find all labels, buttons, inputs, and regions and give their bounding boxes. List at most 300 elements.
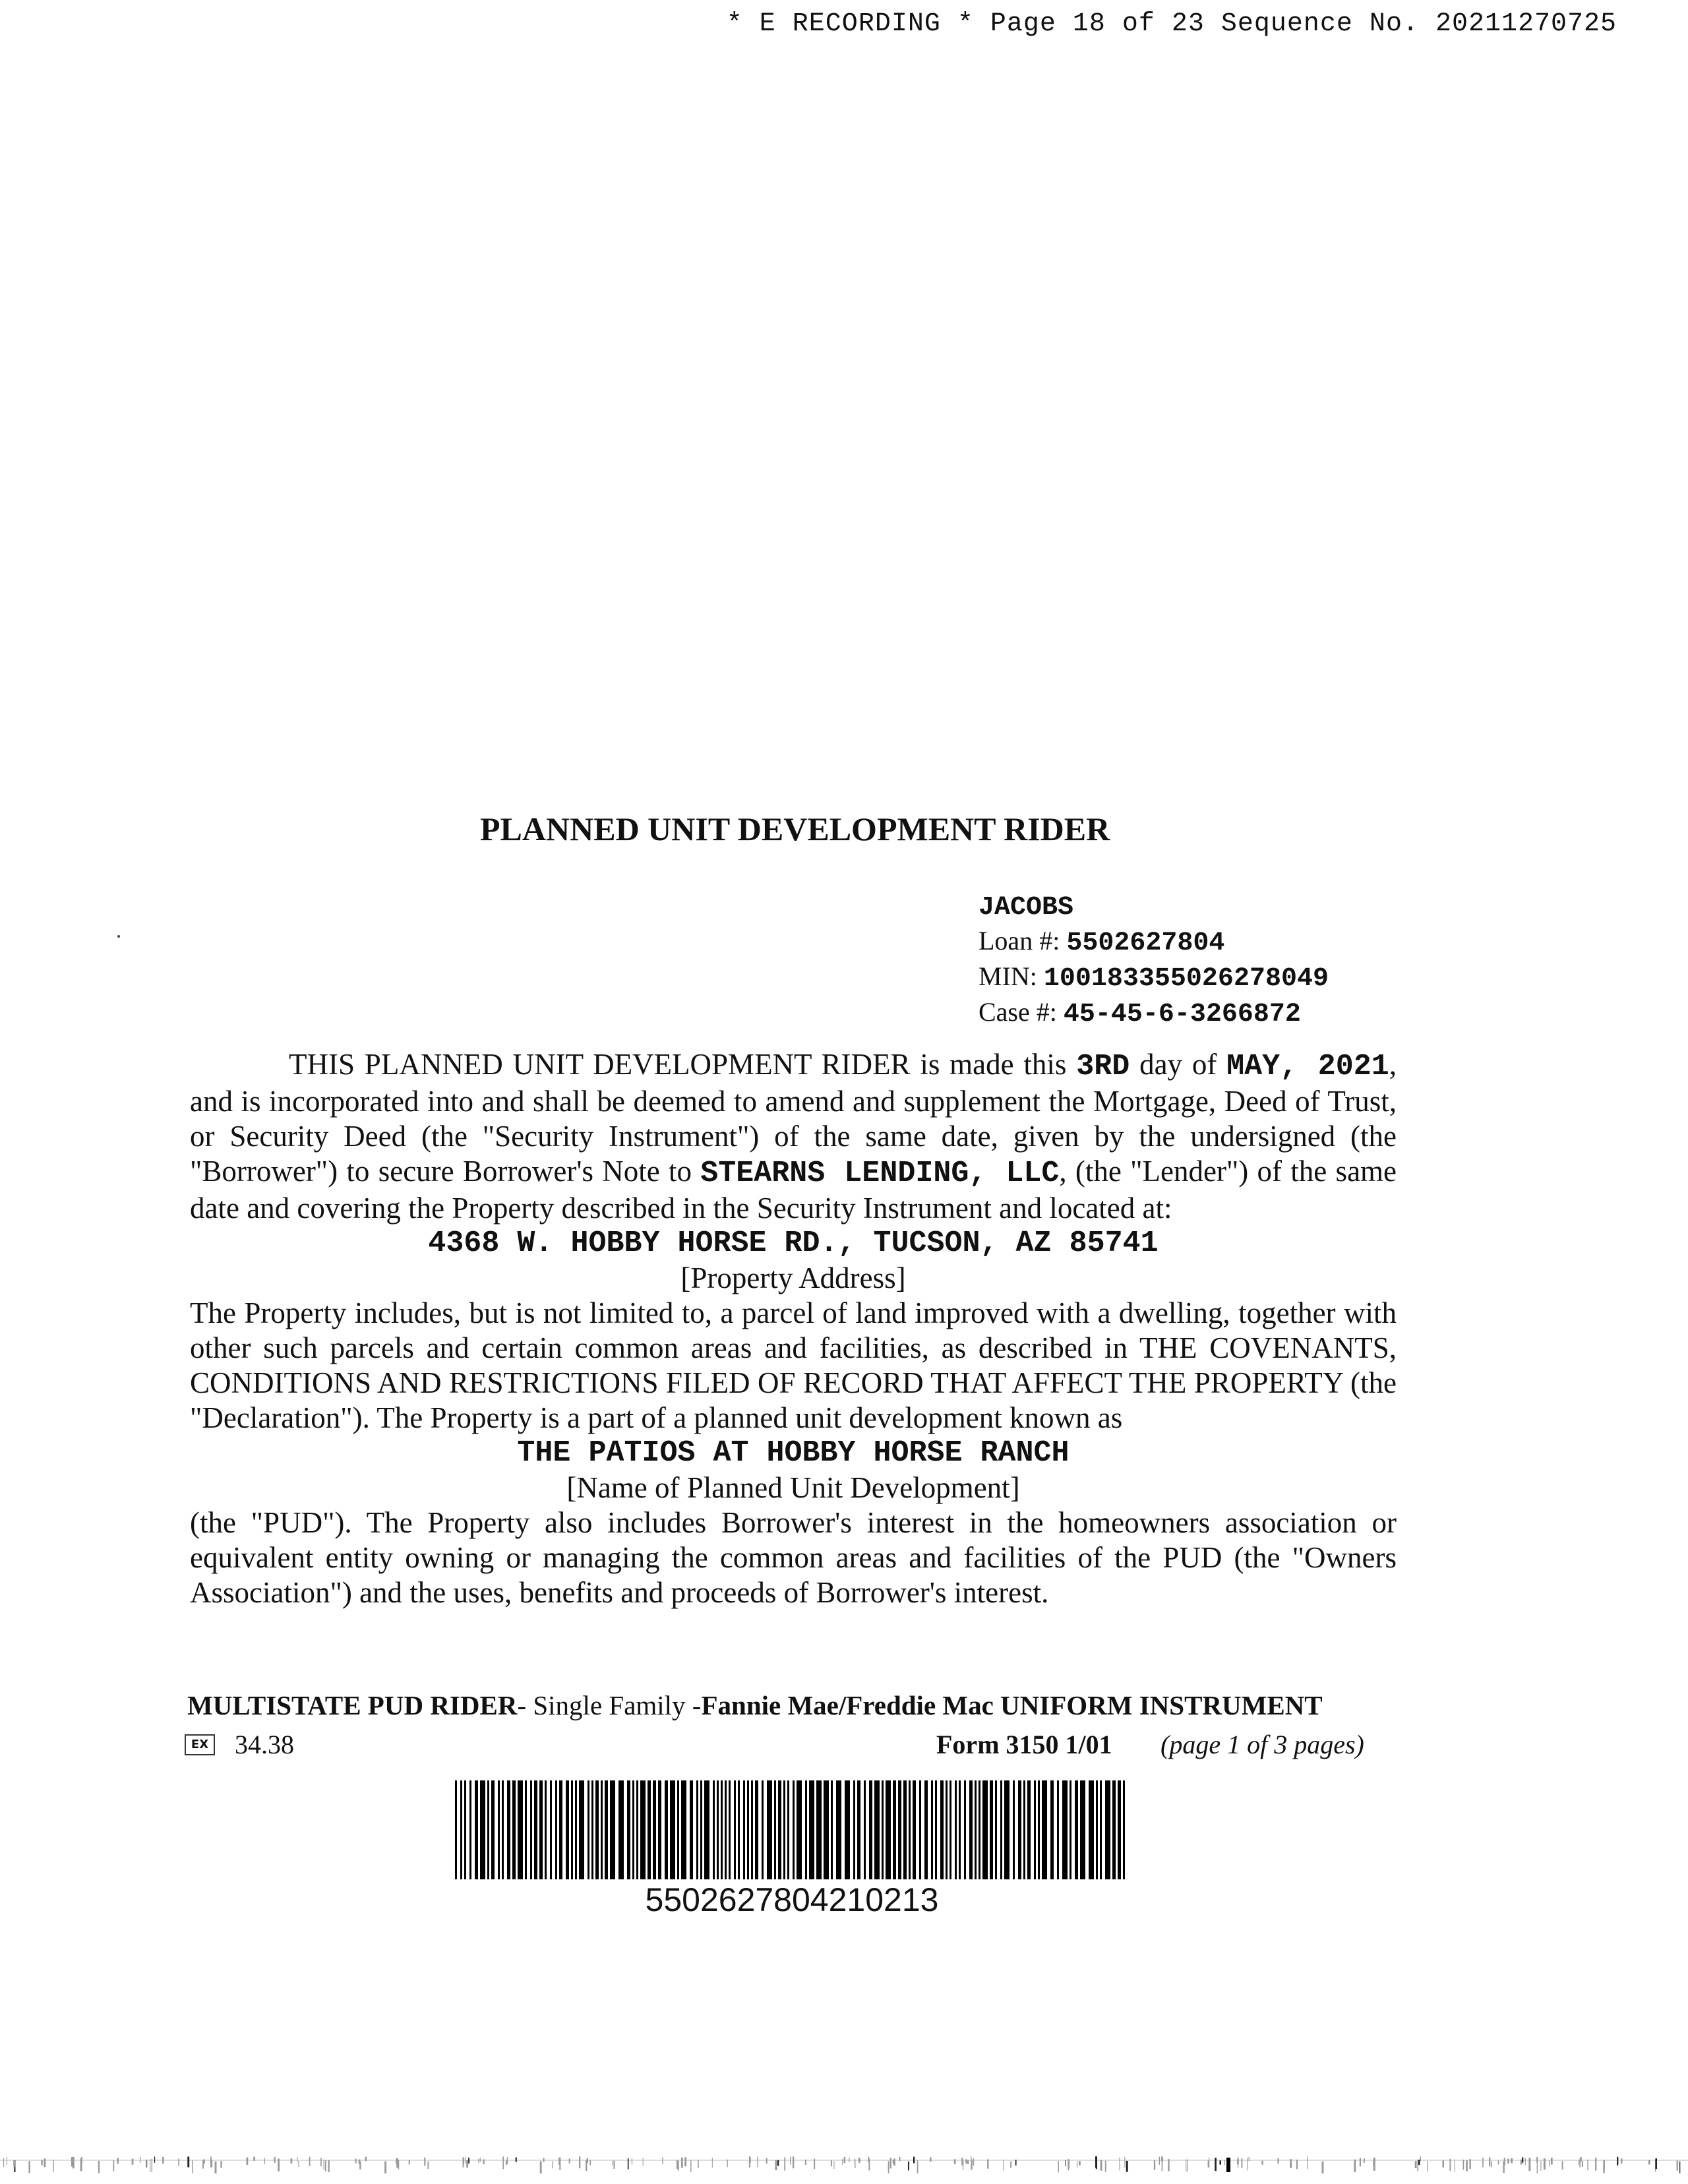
scan-tick bbox=[814, 2159, 815, 2169]
scan-tick bbox=[859, 2158, 860, 2163]
scan-tick bbox=[328, 2160, 330, 2172]
scan-tick bbox=[973, 2158, 975, 2166]
scan-tick bbox=[690, 2160, 691, 2172]
barcode-bar bbox=[762, 1780, 764, 1879]
barcode-bar bbox=[1034, 1780, 1036, 1879]
barcode-bar bbox=[886, 1780, 891, 1879]
scan-tick bbox=[274, 2157, 276, 2163]
scan-tick bbox=[1603, 2160, 1604, 2173]
scan-tick bbox=[1290, 2159, 1292, 2168]
barcode-bar bbox=[640, 1780, 646, 1879]
scan-tick bbox=[1010, 2161, 1011, 2168]
barcode-bar bbox=[845, 1780, 850, 1879]
scan-tick bbox=[483, 2160, 485, 2164]
barcode-bar bbox=[913, 1780, 916, 1879]
barcode-bar bbox=[869, 1780, 872, 1879]
lender-name: STEARNS LENDING, LLC bbox=[700, 1157, 1060, 1190]
scan-tick bbox=[146, 2160, 147, 2168]
barcode-bar bbox=[955, 1780, 957, 1879]
page-indicator: (page 1 of 3 pages) bbox=[1160, 1730, 1364, 1759]
barcode-bar bbox=[464, 1780, 466, 1879]
scan-tick bbox=[1420, 2156, 1421, 2161]
scan-tick bbox=[784, 2157, 785, 2170]
barcode-bar bbox=[816, 1780, 822, 1879]
scan-tick bbox=[1162, 2160, 1163, 2171]
property-address-caption: [Property Address] bbox=[680, 1261, 906, 1294]
barcode-bar bbox=[670, 1780, 675, 1879]
barcode-bar bbox=[610, 1780, 615, 1879]
barcode-bar bbox=[665, 1780, 668, 1879]
scan-tick bbox=[132, 2159, 134, 2165]
scan-tick bbox=[1215, 2158, 1217, 2171]
barcode-bar bbox=[507, 1780, 510, 1879]
scan-tick bbox=[463, 2157, 464, 2168]
scan-tick bbox=[1489, 2157, 1490, 2166]
barcode-bar bbox=[931, 1780, 933, 1879]
barcode-bar bbox=[964, 1780, 966, 1879]
barcode-bar bbox=[681, 1780, 686, 1879]
scan-tick bbox=[1068, 2159, 1069, 2170]
barcode-bar bbox=[677, 1780, 679, 1879]
barcode-bar bbox=[995, 1780, 997, 1879]
barcode-bar bbox=[530, 1780, 532, 1879]
scan-tick bbox=[320, 2158, 322, 2166]
barcode-bar bbox=[1112, 1780, 1116, 1879]
scan-tick bbox=[917, 2160, 919, 2173]
scan-tick bbox=[766, 2158, 768, 2164]
barcode-bar bbox=[658, 1780, 661, 1879]
scan-tick bbox=[1544, 2158, 1546, 2169]
barcode-bar bbox=[1004, 1780, 1010, 1879]
barcode-bar bbox=[882, 1780, 884, 1879]
barcode-bar bbox=[690, 1780, 693, 1879]
barcode-bar bbox=[460, 1780, 462, 1879]
scan-tick bbox=[1621, 2158, 1622, 2164]
form-code: 34.38 bbox=[235, 1730, 294, 1759]
scan-tick bbox=[1241, 2158, 1242, 2168]
scan-tick bbox=[309, 2157, 311, 2166]
scan-tick bbox=[757, 2157, 758, 2168]
scan-tick bbox=[1525, 2158, 1526, 2166]
form-footer-title bbox=[187, 1689, 1394, 1721]
barcode-bar bbox=[717, 1780, 719, 1879]
barcode-bar bbox=[571, 1780, 573, 1879]
rider-date: MAY, 2021 bbox=[1226, 1050, 1389, 1083]
barcode-bar bbox=[755, 1780, 758, 1879]
barcode-bar bbox=[588, 1780, 589, 1879]
barcode-bar bbox=[743, 1780, 745, 1879]
barcode-bar bbox=[545, 1780, 547, 1879]
barcode-bar bbox=[738, 1780, 740, 1879]
scan-tick bbox=[643, 2158, 644, 2166]
scan-tick bbox=[793, 2156, 794, 2168]
scan-tick bbox=[1511, 2158, 1513, 2163]
scan-tick bbox=[540, 2162, 542, 2173]
barcode-bar bbox=[518, 1780, 523, 1879]
scan-tick bbox=[1208, 2160, 1209, 2167]
barcode-bar bbox=[935, 1780, 937, 1879]
barcode-bar bbox=[979, 1780, 980, 1879]
barcode-bar bbox=[783, 1780, 785, 1879]
intro-text-1: THIS PLANNED UNIT DEVELOPMENT RIDER is made this bbox=[289, 1048, 1077, 1081]
scan-tick bbox=[684, 2157, 686, 2166]
scan-tick bbox=[1579, 2158, 1580, 2168]
barcode-bar bbox=[990, 1780, 993, 1879]
scan-tick bbox=[98, 2161, 100, 2173]
scan-tick bbox=[1105, 2161, 1106, 2172]
barcode-bar bbox=[632, 1780, 634, 1879]
barcode-bar bbox=[959, 1780, 961, 1879]
barcode-bar bbox=[480, 1780, 485, 1879]
scan-tick bbox=[586, 2160, 587, 2171]
barcode-number: 5502627804210213 bbox=[645, 1881, 939, 1918]
scan-tick bbox=[1582, 2161, 1583, 2167]
scan-tick bbox=[1354, 2160, 1356, 2172]
footer-uniform-instrument: Fannie Mae/Freddie Mac UNIFORM INSTRUMENT bbox=[701, 1690, 1323, 1720]
scan-tick bbox=[466, 2160, 468, 2168]
barcode-bar bbox=[898, 1780, 901, 1879]
scan-tick bbox=[162, 2157, 164, 2164]
scan-tick bbox=[398, 2160, 400, 2169]
scan-tick bbox=[1442, 2160, 1444, 2167]
scan-tick bbox=[842, 2159, 843, 2165]
scan-tick bbox=[1482, 2158, 1484, 2167]
scan-tick bbox=[13, 2160, 15, 2167]
scan-tick bbox=[507, 2157, 508, 2164]
scan-tick bbox=[468, 2158, 469, 2164]
intro-text-3: , and is incorporated into and shall be deemed to amend and supplement the Mortgage, Deed of Trust, or Security Deed (the "Security Instrument") of the same date, given by the undersigned (the "Borrower") to secure Borrower's Note to bbox=[190, 1048, 1397, 1188]
barcode-bar bbox=[924, 1780, 928, 1879]
barcode-bar bbox=[975, 1780, 977, 1879]
barcode-bar bbox=[591, 1780, 593, 1879]
scan-tick bbox=[1504, 2158, 1505, 2165]
form-footer-info bbox=[185, 1729, 1395, 1762]
scan-tick bbox=[1249, 2157, 1250, 2162]
scan-tick bbox=[1154, 2160, 1155, 2170]
scan-tick bbox=[1463, 2160, 1464, 2169]
barcode-bar bbox=[525, 1780, 527, 1879]
barcode-bar bbox=[721, 1780, 723, 1879]
scan-tick bbox=[1581, 2157, 1582, 2162]
scan-mark bbox=[1226, 2158, 1230, 2172]
form-number: Form 3150 1/01 bbox=[936, 1730, 1112, 1759]
barcode-bar bbox=[1089, 1780, 1094, 1879]
barcode-bar bbox=[734, 1780, 736, 1879]
scan-tick bbox=[1237, 2159, 1239, 2165]
barcode-bar bbox=[864, 1780, 866, 1879]
scan-tick bbox=[28, 2161, 30, 2173]
scan-tick bbox=[579, 2156, 580, 2168]
loan-number-row bbox=[979, 925, 1329, 960]
barcode-bar bbox=[969, 1780, 973, 1879]
barcode-bar bbox=[1013, 1780, 1015, 1879]
scan-tick bbox=[253, 2157, 255, 2161]
barcode-bar bbox=[729, 1780, 731, 1879]
scan-tick bbox=[888, 2161, 889, 2173]
scan-tick bbox=[954, 2159, 956, 2164]
scan-tick bbox=[1449, 2159, 1451, 2171]
footer-rider-title: MULTISTATE PUD RIDER bbox=[187, 1690, 518, 1720]
scan-tick bbox=[1159, 2157, 1160, 2165]
scan-tick bbox=[628, 2158, 629, 2169]
scan-tick bbox=[71, 2157, 73, 2166]
footer-rider-type: - Single Family - bbox=[517, 1690, 702, 1720]
barcode-bar bbox=[475, 1780, 478, 1879]
scan-tick bbox=[1656, 2158, 1658, 2169]
scan-tick bbox=[868, 2157, 869, 2163]
pud-paragraph: (the "PUD"). The Property also includes Borrower's interest in the homeowners association or equivalent entity owning or managing the common areas and facilities of the PUD (the "Owners Association") and the uses, benefits and proceeds of Borrower's interest. bbox=[190, 1506, 1397, 1609]
scan-tick bbox=[1562, 2161, 1563, 2169]
scan-tick bbox=[1498, 2160, 1499, 2164]
barcode-bar bbox=[487, 1780, 489, 1879]
min-number: 100183355026278049 bbox=[1043, 964, 1329, 994]
barcode-bar bbox=[797, 1780, 802, 1879]
barcode-bar bbox=[653, 1780, 656, 1879]
scan-tick bbox=[355, 2159, 357, 2164]
scan-tick bbox=[1364, 2158, 1365, 2162]
scan-tick bbox=[1307, 2156, 1308, 2169]
scan-tick bbox=[1003, 2160, 1004, 2170]
scan-tick bbox=[215, 2162, 217, 2173]
scan-tick bbox=[831, 2160, 832, 2166]
scan-tick bbox=[478, 2159, 479, 2163]
barcode-bar bbox=[1042, 1780, 1047, 1879]
scan-tick bbox=[1124, 2157, 1125, 2168]
loan-label: Loan #: bbox=[979, 926, 1067, 956]
scan-tick bbox=[154, 2156, 155, 2162]
property-address: 4368 W. HOBBY HORSE RD., TUCSON, AZ 85741 bbox=[428, 1227, 1159, 1260]
barcode-bar bbox=[751, 1780, 753, 1879]
scan-tick bbox=[290, 2158, 292, 2163]
scan-tick bbox=[409, 2160, 410, 2165]
scan-tick bbox=[1119, 2157, 1120, 2170]
scan-tick bbox=[1491, 2161, 1492, 2167]
ex-icon: EX bbox=[185, 1734, 215, 1755]
scan-tick bbox=[1296, 2160, 1298, 2169]
scan-tick bbox=[589, 2160, 591, 2165]
barcode-bar bbox=[595, 1780, 599, 1879]
scan-tick bbox=[790, 2157, 791, 2165]
barcode-bar bbox=[1057, 1780, 1059, 1879]
scan-tick bbox=[1096, 2160, 1097, 2169]
loan-number: 5502627804 bbox=[1066, 928, 1225, 958]
scan-tick bbox=[3, 2158, 4, 2167]
scan-tick bbox=[1617, 2157, 1618, 2166]
barcode-bar bbox=[805, 1780, 807, 1879]
scan-tick bbox=[775, 2160, 777, 2170]
barcode-bar bbox=[1100, 1780, 1102, 1879]
scan-tick bbox=[502, 2156, 504, 2169]
barcode-bar bbox=[893, 1780, 896, 1879]
barcode-bar bbox=[550, 1780, 552, 1879]
barcode-bar bbox=[1018, 1780, 1021, 1879]
scan-tick bbox=[44, 2158, 45, 2167]
barcode-bar bbox=[836, 1780, 841, 1879]
scan-tick bbox=[365, 2157, 367, 2162]
intro-text-4: , (the "Lender") of the same date and covering the Property described in the Security Instrument and located at: bbox=[190, 1155, 1397, 1225]
scan-tick bbox=[712, 2158, 713, 2168]
scan-tick bbox=[506, 2160, 507, 2165]
scan-tick bbox=[396, 2159, 397, 2164]
barcode-bar bbox=[627, 1780, 630, 1879]
barcode-bar bbox=[946, 1780, 948, 1879]
scan-tick bbox=[967, 2160, 969, 2164]
barcode-bar bbox=[787, 1780, 789, 1879]
min-row bbox=[979, 960, 1329, 996]
barcode-bar bbox=[1123, 1780, 1125, 1879]
barcode-bar bbox=[809, 1780, 814, 1879]
scan-tick bbox=[833, 2161, 834, 2169]
scan-tick bbox=[662, 2157, 663, 2164]
scan-tick bbox=[1219, 2160, 1221, 2164]
scan-tick bbox=[278, 2159, 280, 2171]
scan-tick bbox=[1126, 2161, 1128, 2172]
barcode-bar bbox=[1105, 1780, 1110, 1879]
scan-tick bbox=[1015, 2160, 1017, 2166]
scan-tick bbox=[1321, 2162, 1323, 2173]
scan-tick bbox=[384, 2161, 386, 2173]
scan-tick bbox=[298, 2161, 299, 2167]
barcode-bar bbox=[774, 1780, 776, 1879]
barcode-bar bbox=[778, 1780, 781, 1879]
barcode-bar bbox=[579, 1780, 584, 1879]
scan-tick bbox=[210, 2156, 212, 2166]
scan-tick bbox=[178, 2158, 179, 2166]
scan-tick bbox=[1079, 2161, 1081, 2165]
barcode-bar bbox=[793, 1780, 795, 1879]
scan-tick bbox=[1373, 2158, 1375, 2171]
barcode-bar bbox=[940, 1780, 944, 1879]
barcode-bar bbox=[767, 1780, 772, 1879]
scan-tick bbox=[1360, 2158, 1361, 2166]
barcode-bar bbox=[648, 1780, 651, 1879]
recording-header: * E RECORDING * Page 18 of 23 Sequence No. 20211270725 bbox=[726, 9, 1617, 39]
barcode-bar bbox=[903, 1780, 907, 1879]
scan-tick bbox=[1418, 2160, 1420, 2165]
scan-tick bbox=[1469, 2159, 1470, 2169]
barcode-bar bbox=[618, 1780, 624, 1879]
barcode-icon bbox=[455, 1780, 1129, 1879]
case-number: 45-45-6-3266872 bbox=[1063, 1000, 1301, 1029]
scan-tick bbox=[187, 2156, 189, 2167]
barcode-bar bbox=[566, 1780, 569, 1879]
scan-tick bbox=[80, 2158, 82, 2171]
scan-tick bbox=[1551, 2158, 1553, 2164]
scan-tick bbox=[264, 2158, 265, 2164]
barcode-bar bbox=[1038, 1780, 1040, 1879]
scan-tick bbox=[480, 2158, 481, 2162]
scan-tick bbox=[202, 2160, 204, 2168]
scan-tick bbox=[899, 2157, 901, 2161]
scan-tick bbox=[890, 2158, 891, 2168]
barcode-bar bbox=[498, 1780, 500, 1879]
scan-tick bbox=[113, 2160, 114, 2171]
barcode-bar bbox=[1027, 1780, 1031, 1879]
scan-tick bbox=[559, 2158, 560, 2170]
scan-tick bbox=[965, 2159, 967, 2164]
barcode-bar bbox=[1023, 1780, 1025, 1879]
scan-tick bbox=[1247, 2158, 1248, 2170]
scan-tick bbox=[893, 2158, 895, 2166]
scan-tick bbox=[855, 2159, 856, 2168]
barcode-bar bbox=[636, 1780, 638, 1879]
scan-tick bbox=[220, 2161, 222, 2168]
scan-tick bbox=[1058, 2161, 1059, 2172]
scan-tick bbox=[1536, 2157, 1538, 2163]
barcode-bar bbox=[502, 1780, 504, 1879]
scan-tick bbox=[543, 2158, 545, 2162]
rider-body bbox=[190, 1047, 1397, 1610]
barcode-bar bbox=[857, 1780, 860, 1879]
scan-tick bbox=[777, 2160, 779, 2166]
barcode-bar bbox=[874, 1780, 880, 1879]
barcode-bar bbox=[696, 1780, 698, 1879]
scan-tick bbox=[1679, 2162, 1680, 2173]
scan-tick bbox=[1522, 2157, 1523, 2162]
scan-tick bbox=[246, 2158, 248, 2165]
barcode-bar bbox=[1118, 1780, 1121, 1879]
case-row bbox=[979, 996, 1329, 1031]
scan-tick bbox=[1224, 2160, 1225, 2166]
barcode-bar bbox=[539, 1780, 543, 1879]
scan-tick bbox=[1648, 2160, 1650, 2165]
scan-tick bbox=[1277, 2158, 1279, 2164]
barcode-bar bbox=[1075, 1780, 1078, 1879]
barcode-bar bbox=[1096, 1780, 1098, 1879]
scan-tick bbox=[516, 2158, 517, 2162]
barcode-bar bbox=[853, 1780, 855, 1879]
scan-tick bbox=[1168, 2159, 1169, 2171]
scan-tick bbox=[465, 2157, 466, 2164]
min-label: MIN: bbox=[979, 961, 1044, 991]
scan-tick bbox=[961, 2158, 963, 2166]
scan-tick bbox=[1528, 2158, 1530, 2171]
barcode-bar bbox=[469, 1780, 471, 1879]
scan-tick bbox=[677, 2160, 678, 2169]
barcode-bar bbox=[1070, 1780, 1071, 1879]
barcode-bar bbox=[950, 1780, 951, 1879]
pud-name-caption: [Name of Planned Unit Development] bbox=[566, 1471, 1020, 1504]
scan-tick bbox=[1417, 2160, 1418, 2171]
rider-day: 3RD bbox=[1076, 1050, 1130, 1083]
declaration-paragraph: The Property includes, but is not limited to, a parcel of land improved with a dwelling, together with other such parcels and certain common areas and facilities, as described in THE COVENANTS, CONDITIONS AND RESTRICTIONS FILED OF RECORD THAT AFFECT THE PROPERTY (the "Declaration"). The Property is a part of a planned unit development known as bbox=[190, 1296, 1397, 1434]
scan-tick bbox=[325, 2160, 326, 2171]
barcode-bar bbox=[919, 1780, 921, 1879]
scan-tick bbox=[192, 2160, 193, 2173]
scan-tick bbox=[359, 2162, 361, 2169]
barcode-bar bbox=[455, 1780, 457, 1879]
barcode-bar bbox=[575, 1780, 577, 1879]
barcode-bar bbox=[824, 1780, 829, 1879]
scan-tick bbox=[1677, 2161, 1678, 2171]
scan-tick bbox=[1595, 2158, 1596, 2170]
scan-tick bbox=[1507, 2159, 1509, 2164]
barcode-bar bbox=[512, 1780, 516, 1879]
scan-tick bbox=[681, 2158, 683, 2168]
document-title: PLANNED UNIT DEVELOPMENT RIDER bbox=[480, 810, 1110, 847]
pud-name: THE PATIOS AT HOBBY HORSE RANCH bbox=[517, 1436, 1070, 1470]
scan-tick bbox=[930, 2157, 931, 2162]
barcode-bar bbox=[982, 1780, 988, 1879]
scan-tick bbox=[1587, 2160, 1588, 2170]
scan-tick bbox=[805, 2160, 806, 2165]
barcode-bar bbox=[555, 1780, 557, 1879]
scan-tick bbox=[1537, 2161, 1538, 2173]
scan-tick bbox=[427, 2162, 429, 2169]
scan-tick bbox=[117, 2158, 119, 2164]
scan-dot bbox=[117, 935, 120, 938]
barcode-bar bbox=[909, 1780, 911, 1879]
